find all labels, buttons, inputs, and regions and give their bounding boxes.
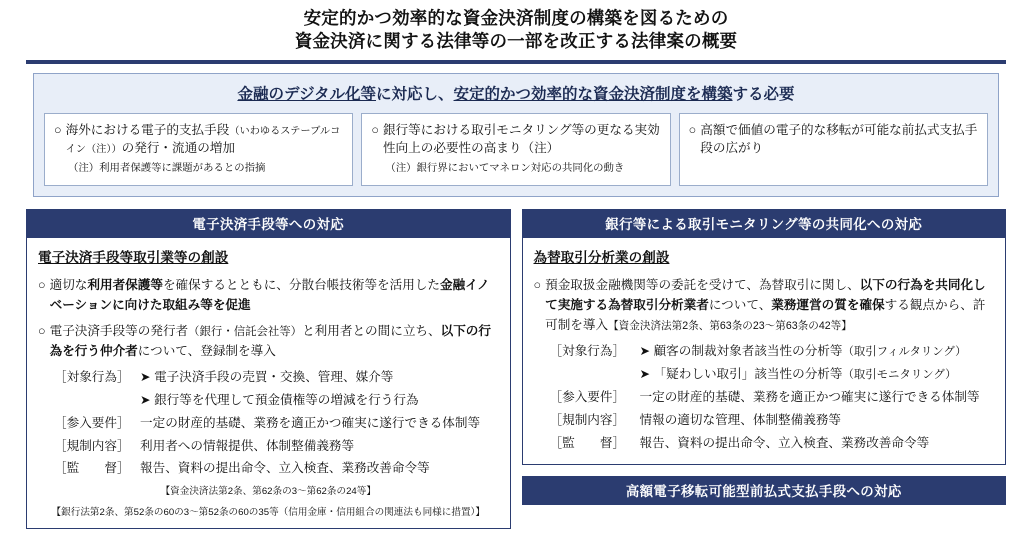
left-row-2-key [54,391,140,411]
title-line-1: 安定的かつ効率的な資金決済制度の構築を図るための [303,8,729,28]
need-card-1 [44,113,353,186]
left-bullet-1 [38,276,499,316]
left-panel-body [26,238,511,529]
left-row-3 [38,414,499,434]
left-row-2 [38,391,499,411]
need-heading-part1: 金融のデジタル化等 [237,85,377,103]
need-card-1-text: 海外における電子的支払手段（いわゆるステーブルコイン（注））の発行・流通の増加 [65,122,341,156]
right-row-5-value: 報告、資料の提出命令、立入検査、業務改善命令等 [639,435,930,450]
right-row-4-key: ［規制内容］ [549,412,626,427]
right-row-2-key [550,365,640,385]
right-bullet-note: 【資金決済法第2条、第63条の23～第63条の42等】 [608,320,852,333]
right-column [522,209,1007,529]
bullet-mark: ○ [371,122,379,137]
need-heading [44,82,988,104]
left-row-1-value: ➤ 電子決済手段の売買・交換、管理、媒介等 [140,369,394,384]
right-row-3-key: ［参入要件］ [549,389,626,404]
right-row-1 [534,342,995,362]
need-card-1-paren: （いわゆるステーブルコイン（注）） [65,125,341,156]
left-row-1-key: ［対象行為］ [54,369,130,384]
right-row-2-value: ➤ 「疑わしい取引」該当性の分析等（取引モニタリング） [639,366,957,381]
lower-panels [26,209,1006,529]
right-panel-header: 銀行等による取引モニタリング等の共同化への対応 [522,209,1007,238]
left-row-1 [38,368,499,388]
right-row-4 [534,411,995,431]
need-heading-part4: する必要 [732,85,795,103]
need-card-1-note: （注）利用者保護等に課題があるとの指摘 [68,163,266,175]
right-row-2 [534,365,995,385]
bullet-mark: ○ [54,122,62,137]
need-card-2 [361,113,670,186]
left-row-4-key: ［規制内容］ [54,438,130,453]
title-line-2: 資金決済に関する法律等の一部を改正する法律案の概要 [294,31,738,52]
right-row-3-value: 一定の財産的基礎、業務を適正かつ確実に遂行できる体制等 [639,389,980,404]
title-divider [26,60,1006,64]
left-row-3-value: 一定の財産的基礎、業務を適正かつ確実に遂行できる体制等 [140,415,481,430]
right-panel-header-2: 高額電子移転可能型前払式支払手段への対応 [522,476,1007,505]
left-column [26,209,511,529]
need-cards [44,113,988,186]
right-row-3 [534,388,995,408]
need-section [33,73,999,197]
need-card-3 [679,113,988,186]
bullet-mark: ○ [38,278,46,293]
left-row-5 [38,459,499,479]
left-row-3-key: ［参入要件］ [54,415,130,430]
need-card-3-text: 高額で価値の電子的な移転が可能な前払式支払手段の広がり [700,122,978,156]
right-detail-rows [534,342,995,453]
left-footnote-1: 【資金決済法第2条、第62条の3～第62条の24等】 [160,486,376,498]
right-row-1-value: ➤ 顧客の制裁対象者該当性の分析等（取引フィルタリング） [639,344,967,359]
right-row-5 [534,434,995,454]
need-heading-part3: 安定的かつ効率的な資金決済制度を構築 [453,85,733,103]
left-bullet-2-text: 電子決済手段等の発行者（銀行・信託会社等）と利用者との間に立ち、以下の行為を行う仲介者について、登録制を導入 [49,324,491,359]
left-detail-rows [38,368,499,479]
need-card-2-note: （注）銀行界においてマネロン対応の共同化の動き [385,163,625,175]
need-card-2-text: 銀行等における取引モニタリング等の更なる実効性向上の必要性の高まり（注） [382,122,660,156]
left-bullet-2 [38,322,499,362]
left-row-5-key: ［監 督］ [54,461,130,476]
left-panel-header: 電子決済手段等への対応 [26,209,511,238]
left-sub-title: 電子決済手段等取引業等の創設 [38,249,229,265]
left-row-5-value: 報告、資料の提出命令、立入検査、業務改善命令等 [140,461,430,476]
left-bullet-1-text: 適切な利用者保護等を確保するとともに、分散台帳技術等を活用した金融イノベーションに向けた取組み等を促進 [49,278,490,313]
left-row-4-value: 利用者への情報提供、体制整備義務等 [140,438,355,453]
right-row-5-key: ［監 督］ [549,435,626,450]
page-title [0,0,1032,54]
left-row-4 [38,437,499,457]
left-footnote-2: 【銀行法第2条、第52条の60の3～第52条の60の35等（信用金庫・信用組合の関連法も同様に措置）】 [51,506,485,518]
right-panel-body [522,238,1007,466]
right-sub-title: 為替取引分析業の創設 [533,249,670,265]
bullet-mark: ○ [688,122,697,137]
right-row-4-value: 情報の適切な管理、体制整備義務等 [639,412,841,427]
right-bullet-1-text: 預金取扱金融機関等の委託を受けて、為替取引に関し、以下の行為を共同化して実施する為替取引分析業者について、業務運営の質を確保する観点から、許可制を導入【資金決済法第2条、第63条の23～第63条の42等】 [545,278,986,333]
right-row-1-key: ［対象行為］ [549,344,626,359]
need-heading-part2: に対応し、 [376,85,454,103]
left-row-2-value: ➤ 銀行等を代理して預金債権等の増減を行う行為 [140,392,419,407]
bullet-mark: ○ [38,324,46,339]
right-bullet-1 [534,276,995,336]
bullet-mark: ○ [533,278,542,293]
